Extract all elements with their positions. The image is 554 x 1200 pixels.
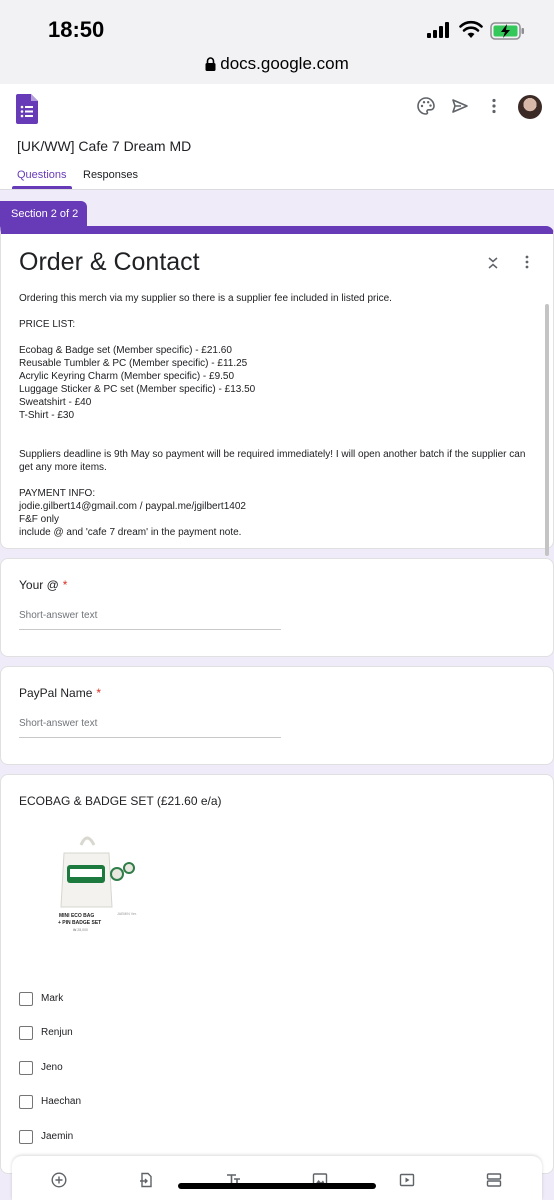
question-label: Your @ <box>19 578 59 592</box>
section-header-card[interactable] <box>0 226 554 549</box>
collapse-section-icon[interactable] <box>487 256 499 270</box>
question-card-paypal-name[interactable] <box>0 666 554 765</box>
forms-header <box>0 84 554 190</box>
option-label: Mark <box>41 993 64 1004</box>
import-questions-icon[interactable] <box>138 1172 154 1188</box>
checkbox[interactable] <box>19 1061 33 1075</box>
url-text: docs.google.com <box>220 54 349 73</box>
cellular-signal-icon <box>427 22 451 38</box>
checkbox[interactable] <box>19 1026 33 1040</box>
tab-responses[interactable]: Responses <box>83 169 139 181</box>
option-label: Haechan <box>41 1096 82 1107</box>
option-label: Renjun <box>41 1027 73 1038</box>
option-label: Jaemin <box>41 1131 74 1142</box>
lock-icon <box>205 57 216 71</box>
wifi-icon <box>459 20 483 40</box>
checkbox[interactable] <box>19 1130 33 1144</box>
section-more-icon[interactable] <box>523 254 531 270</box>
checkbox[interactable] <box>19 992 33 1006</box>
palette-icon[interactable] <box>416 96 436 116</box>
question-card-ecobag[interactable] <box>0 774 554 1174</box>
ecobag-product-image[interactable] <box>51 831 151 939</box>
more-vert-icon[interactable] <box>484 96 504 116</box>
active-tab-indicator <box>12 186 72 189</box>
question-card-your-at[interactable] <box>0 558 554 657</box>
required-asterisk: * <box>62 578 68 592</box>
section-title[interactable]: Order & Contact <box>19 248 200 276</box>
add-section-icon[interactable] <box>486 1172 502 1188</box>
add-video-icon[interactable] <box>399 1172 415 1188</box>
required-asterisk: * <box>96 686 102 700</box>
question-title[interactable]: ECOBAG & BADGE SET (£21.60 e/a) <box>19 794 222 808</box>
short-answer-field: Short-answer text <box>19 610 281 630</box>
browser-status-bar <box>0 0 554 84</box>
google-forms-logo-icon[interactable] <box>16 94 38 124</box>
page-scrollbar[interactable] <box>545 304 549 556</box>
question-title[interactable] <box>19 578 67 592</box>
battery-charging-icon <box>490 21 526 41</box>
section-tag: Section 2 of 2 <box>0 201 87 227</box>
question-label: PayPal Name <box>19 686 93 700</box>
tab-questions[interactable]: Questions <box>17 169 67 181</box>
option-label: Jeno <box>41 1062 63 1073</box>
checkbox[interactable] <box>19 1095 33 1109</box>
home-indicator[interactable] <box>178 1183 376 1189</box>
address-bar[interactable] <box>0 54 554 74</box>
send-icon[interactable] <box>450 96 470 116</box>
svg-text:JAEMIN Ver.: JAEMIN Ver. <box>117 912 137 916</box>
short-answer-field: Short-answer text <box>19 718 281 738</box>
add-question-icon[interactable] <box>51 1172 67 1188</box>
question-title[interactable] <box>19 686 101 700</box>
section-description[interactable]: Ordering this merch via my supplier so there is a supplier fee included in listed price. PRICE LIST: Ecobag & Badge set (Member specific) - £21.60 Reusable Tumbler & PC (Member specific) - £11.25 Acrylic Keyring Charm (Member specific) - £9.50 Luggage Sticker & PC set (Member specific) - £13.50 Sweatshirt - £40 T-Shirt - £30 Suppliers deadline is 9th May so payment will be required immediately! I will open another batch if the supplier can get any more items. PAYMENT INFO: jodie.gilbert14@gmail.com / paypal.me/jgilbert1402 F&F only include @ and 'cafe 7 dream' in the payment note. <box>19 293 526 538</box>
svg-text:+ PIN BADGE SET: + PIN BADGE SET <box>58 920 102 926</box>
svg-text:MINI ECO BAG: MINI ECO BAG <box>59 913 95 919</box>
svg-text:₩ 28,000: ₩ 28,000 <box>73 928 88 932</box>
form-title[interactable]: [UK/WW] Cafe 7 Dream MD <box>17 138 192 154</box>
clock: 18:50 <box>48 17 105 42</box>
question-toolbar <box>12 1156 542 1200</box>
avatar[interactable] <box>518 95 542 119</box>
